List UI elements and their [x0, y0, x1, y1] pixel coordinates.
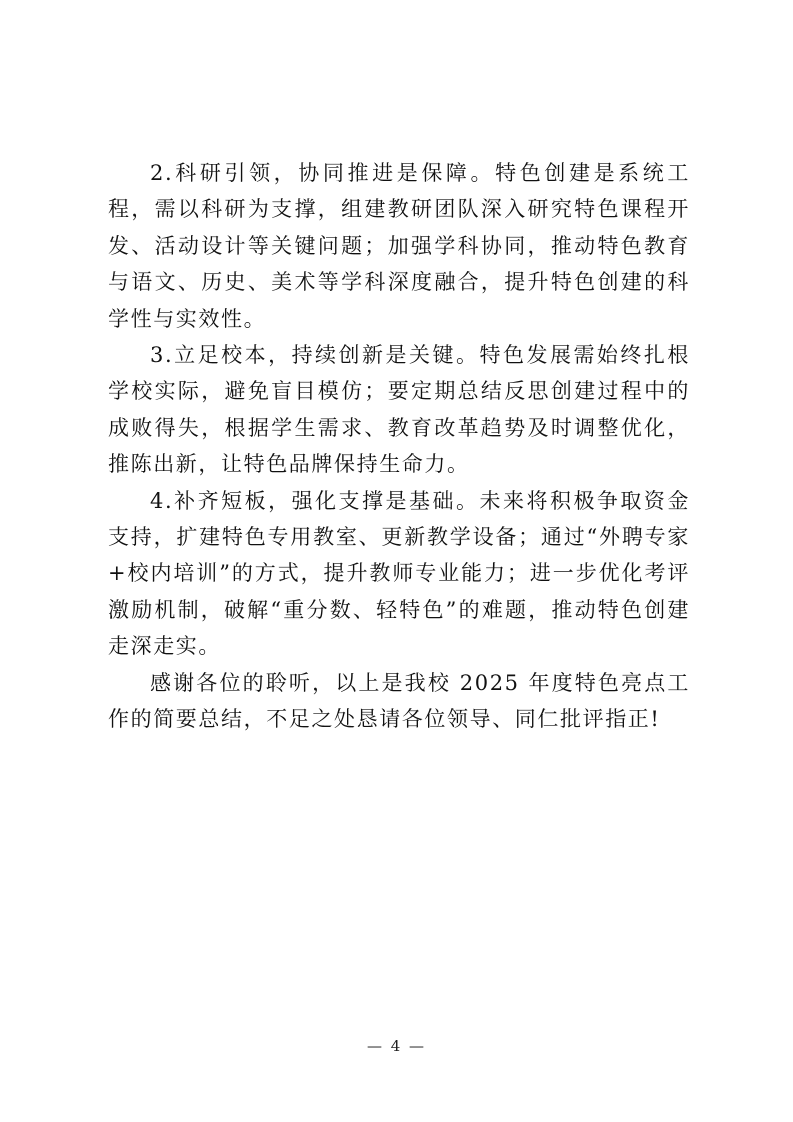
body-text: [108, 155, 690, 738]
page-number: — 4 —: [366, 1037, 427, 1055]
paragraph-shortcomings-support: 4.补齐短板，强化支撑是基础。未来将积极争取资金支持，扩建特色专用教室、更新教学设备；通过“外聘专家+校内培训”的方式，提升教师专业能力；进一步优化考评激励机制，破解“重分数、轻特色”的难题，推动特色创建走深走实。: [108, 488, 690, 659]
paragraph-closing-thanks: 感谢各位的聆听，以上是我校 2025 年度特色亮点工作的简要总结，不足之处恳请各位领导、同仁批评指正!: [108, 670, 690, 732]
paragraph-research-guidance: 2.科研引领，协同推进是保障。特色创建是系统工程，需以科研为支撑，组建教研团队深入研究特色课程开发、活动设计等关键问题；加强学科协同，推动特色教育与语文、历史、美术等学科深度融合，提升特色创建的科学性与实效性。: [108, 161, 690, 331]
paragraph-school-based-innovation: 3.立足校本，持续创新是关键。特色发展需始终扎根学校实际，避免盲目模仿；要定期总结反思创建过程中的成败得失，根据学生需求、教育改革趋势及时调整优化，推陈出新，让特色品牌保持生命力。: [108, 343, 690, 477]
